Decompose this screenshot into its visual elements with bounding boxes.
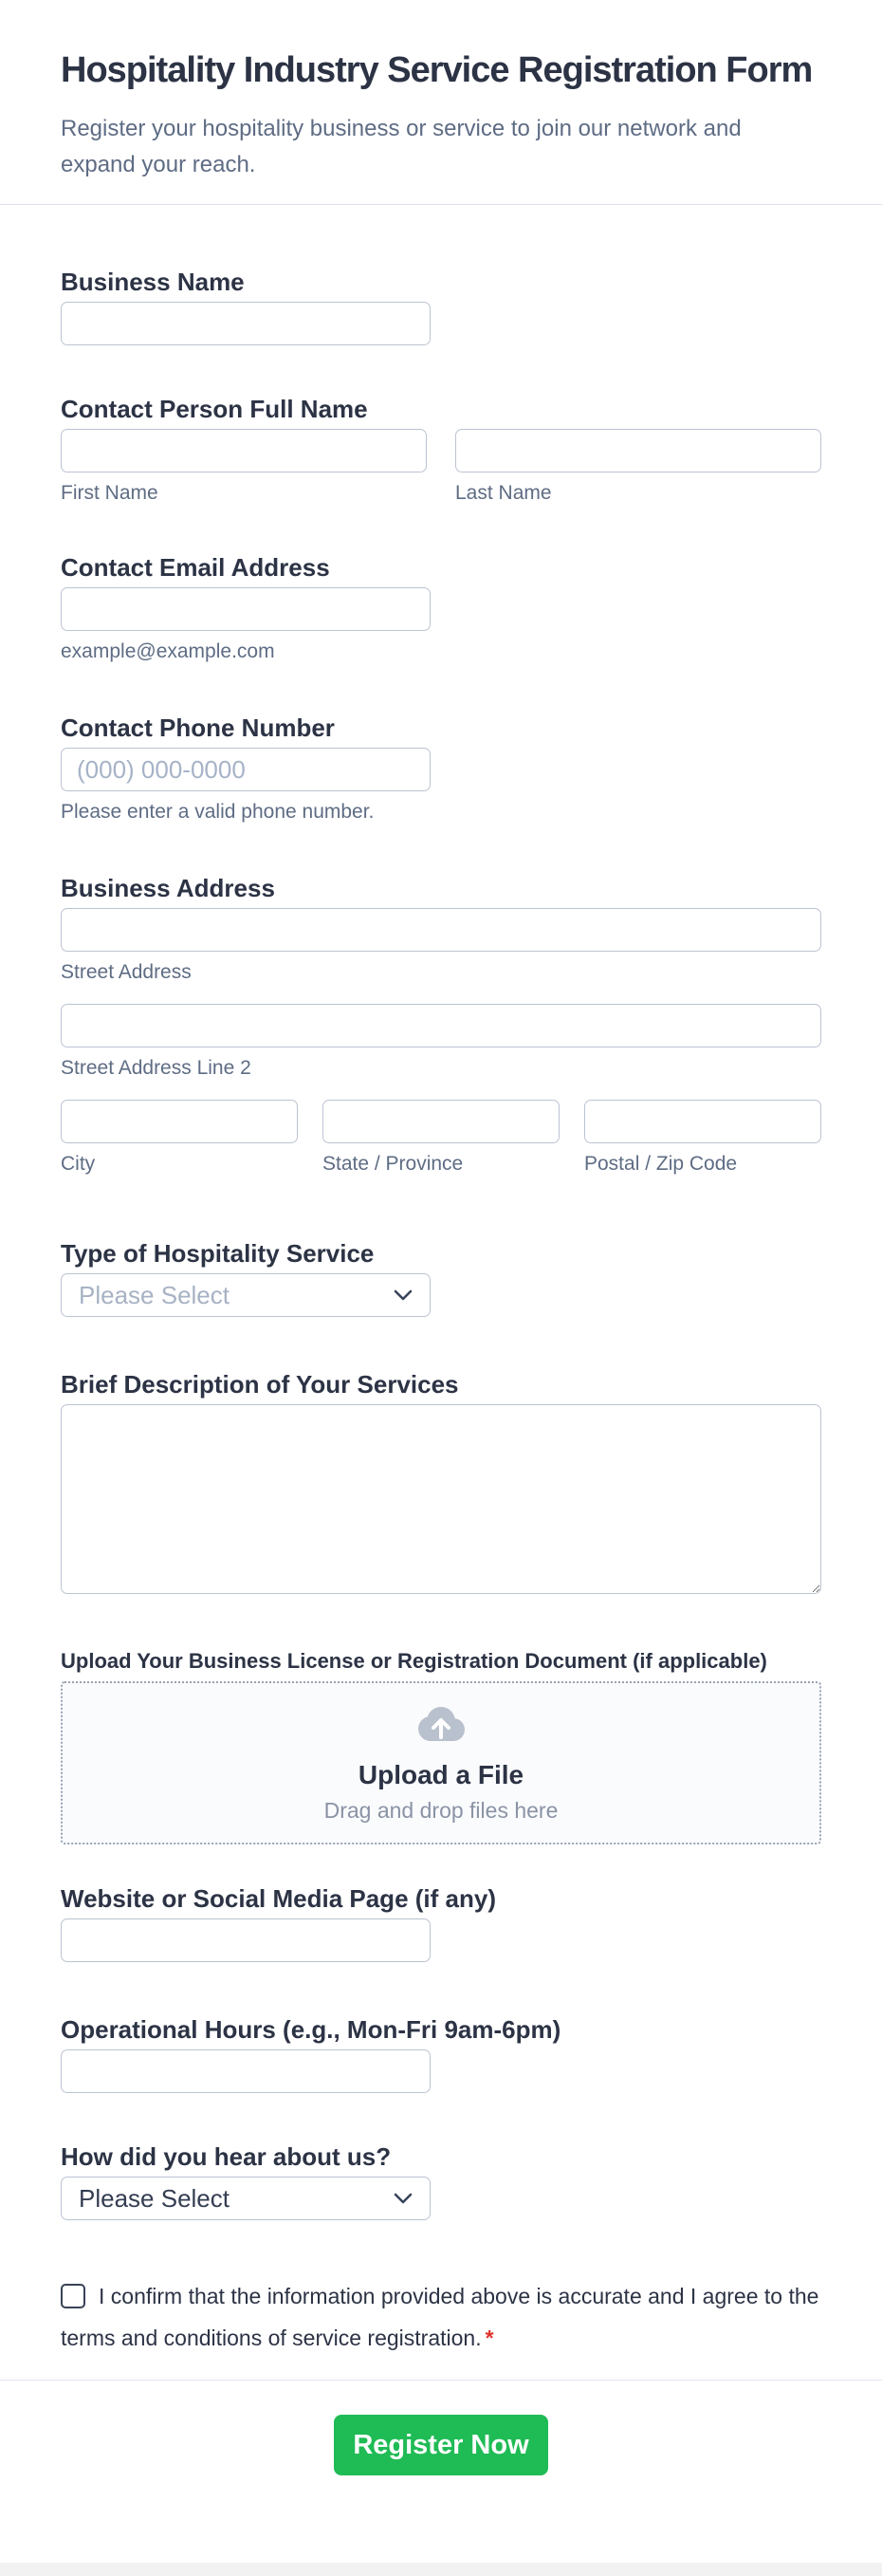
first-name-sublabel: First Name (61, 482, 158, 504)
consent-checkbox[interactable] (61, 2284, 85, 2308)
form-body (0, 205, 882, 2359)
last-name-sublabel: Last Name (455, 482, 552, 504)
zip-sublabel: Postal / Zip Code (584, 1153, 738, 1175)
service-type-label: Type of Hospitality Service (61, 1239, 375, 1268)
name-row (61, 429, 821, 506)
phone-input[interactable] (61, 748, 431, 791)
upload-hint: Drag and drop files here (323, 1797, 559, 1823)
city-state-zip-row (61, 1100, 821, 1177)
referral-label: How did you hear about us? (61, 2142, 392, 2171)
service-type-value: Please Select (79, 1280, 230, 1309)
hours-label: Operational Hours (e.g., Mon-Fri 9am-6pm) (61, 2015, 561, 2044)
phone-sublabel: Please enter a valid phone number. (61, 801, 375, 823)
submit-area (0, 2381, 882, 2475)
upload-title: Upload a File (358, 1759, 524, 1789)
business-name-group (61, 268, 821, 345)
service-type-group (61, 1239, 821, 1317)
zip-col (584, 1100, 821, 1177)
register-now-button[interactable]: Register Now (334, 2415, 548, 2475)
upload-cloud-icon (410, 1703, 472, 1751)
referral-value: Please Select (79, 2183, 230, 2213)
zip-input[interactable] (584, 1100, 821, 1143)
street-address2-input[interactable] (61, 1004, 821, 1047)
street-address-sublabel: Street Address (61, 961, 192, 983)
referral-group (61, 2142, 821, 2220)
email-group (61, 553, 821, 664)
last-name-input[interactable] (455, 429, 821, 473)
business-name-label: Business Name (61, 268, 245, 296)
phone-group (61, 713, 821, 825)
website-group (61, 1884, 821, 1962)
city-input[interactable] (61, 1100, 298, 1143)
first-name-input[interactable] (61, 429, 427, 473)
consent-row (61, 2284, 818, 2350)
state-input[interactable] (322, 1100, 560, 1143)
page-subtitle: Register your hospitality business or service to join our network and expand your reach. (61, 116, 742, 177)
website-input[interactable] (61, 1918, 431, 1962)
street-address2-sublabel: Street Address Line 2 (61, 1057, 251, 1079)
city-sublabel: City (61, 1153, 96, 1175)
page-bottom-strip (0, 2563, 882, 2576)
phone-label: Contact Phone Number (61, 713, 335, 742)
email-input[interactable] (61, 587, 431, 631)
state-sublabel: State / Province (322, 1153, 464, 1175)
chevron-down-icon (394, 1289, 413, 1301)
upload-label: Upload Your Business License or Registration Document (if applicable) (61, 1649, 767, 1673)
page-title: Hospitality Industry Service Registration Form (61, 50, 813, 90)
email-label: Contact Email Address (61, 553, 330, 582)
business-address-label: Business Address (61, 874, 275, 902)
state-col (322, 1100, 560, 1177)
service-type-select[interactable] (61, 1273, 431, 1317)
file-upload-dropzone[interactable] (61, 1681, 821, 1844)
first-name-col (61, 429, 427, 506)
form-header (0, 0, 882, 183)
business-name-input[interactable] (61, 302, 431, 345)
last-name-col (455, 429, 821, 506)
chevron-down-icon (394, 2193, 413, 2204)
hours-group (61, 2015, 821, 2093)
consent-text: I confirm that the information provided above is accurate and I agree to the terms and conditions of service registration. (61, 2284, 819, 2350)
contact-person-group (61, 395, 821, 506)
city-col (61, 1100, 298, 1177)
contact-person-label: Contact Person Full Name (61, 395, 368, 423)
upload-group (61, 1647, 821, 1844)
business-address-group (61, 874, 821, 1177)
website-label: Website or Social Media Page (if any) (61, 1884, 496, 1913)
description-group (61, 1370, 821, 1594)
email-sublabel: example@example.com (61, 640, 275, 662)
required-asterisk: * (485, 2326, 494, 2350)
description-label: Brief Description of Your Services (61, 1370, 459, 1399)
street-address-input[interactable] (61, 908, 821, 952)
hours-input[interactable] (61, 2049, 431, 2093)
description-textarea[interactable] (61, 1404, 821, 1594)
referral-select[interactable] (61, 2177, 431, 2220)
